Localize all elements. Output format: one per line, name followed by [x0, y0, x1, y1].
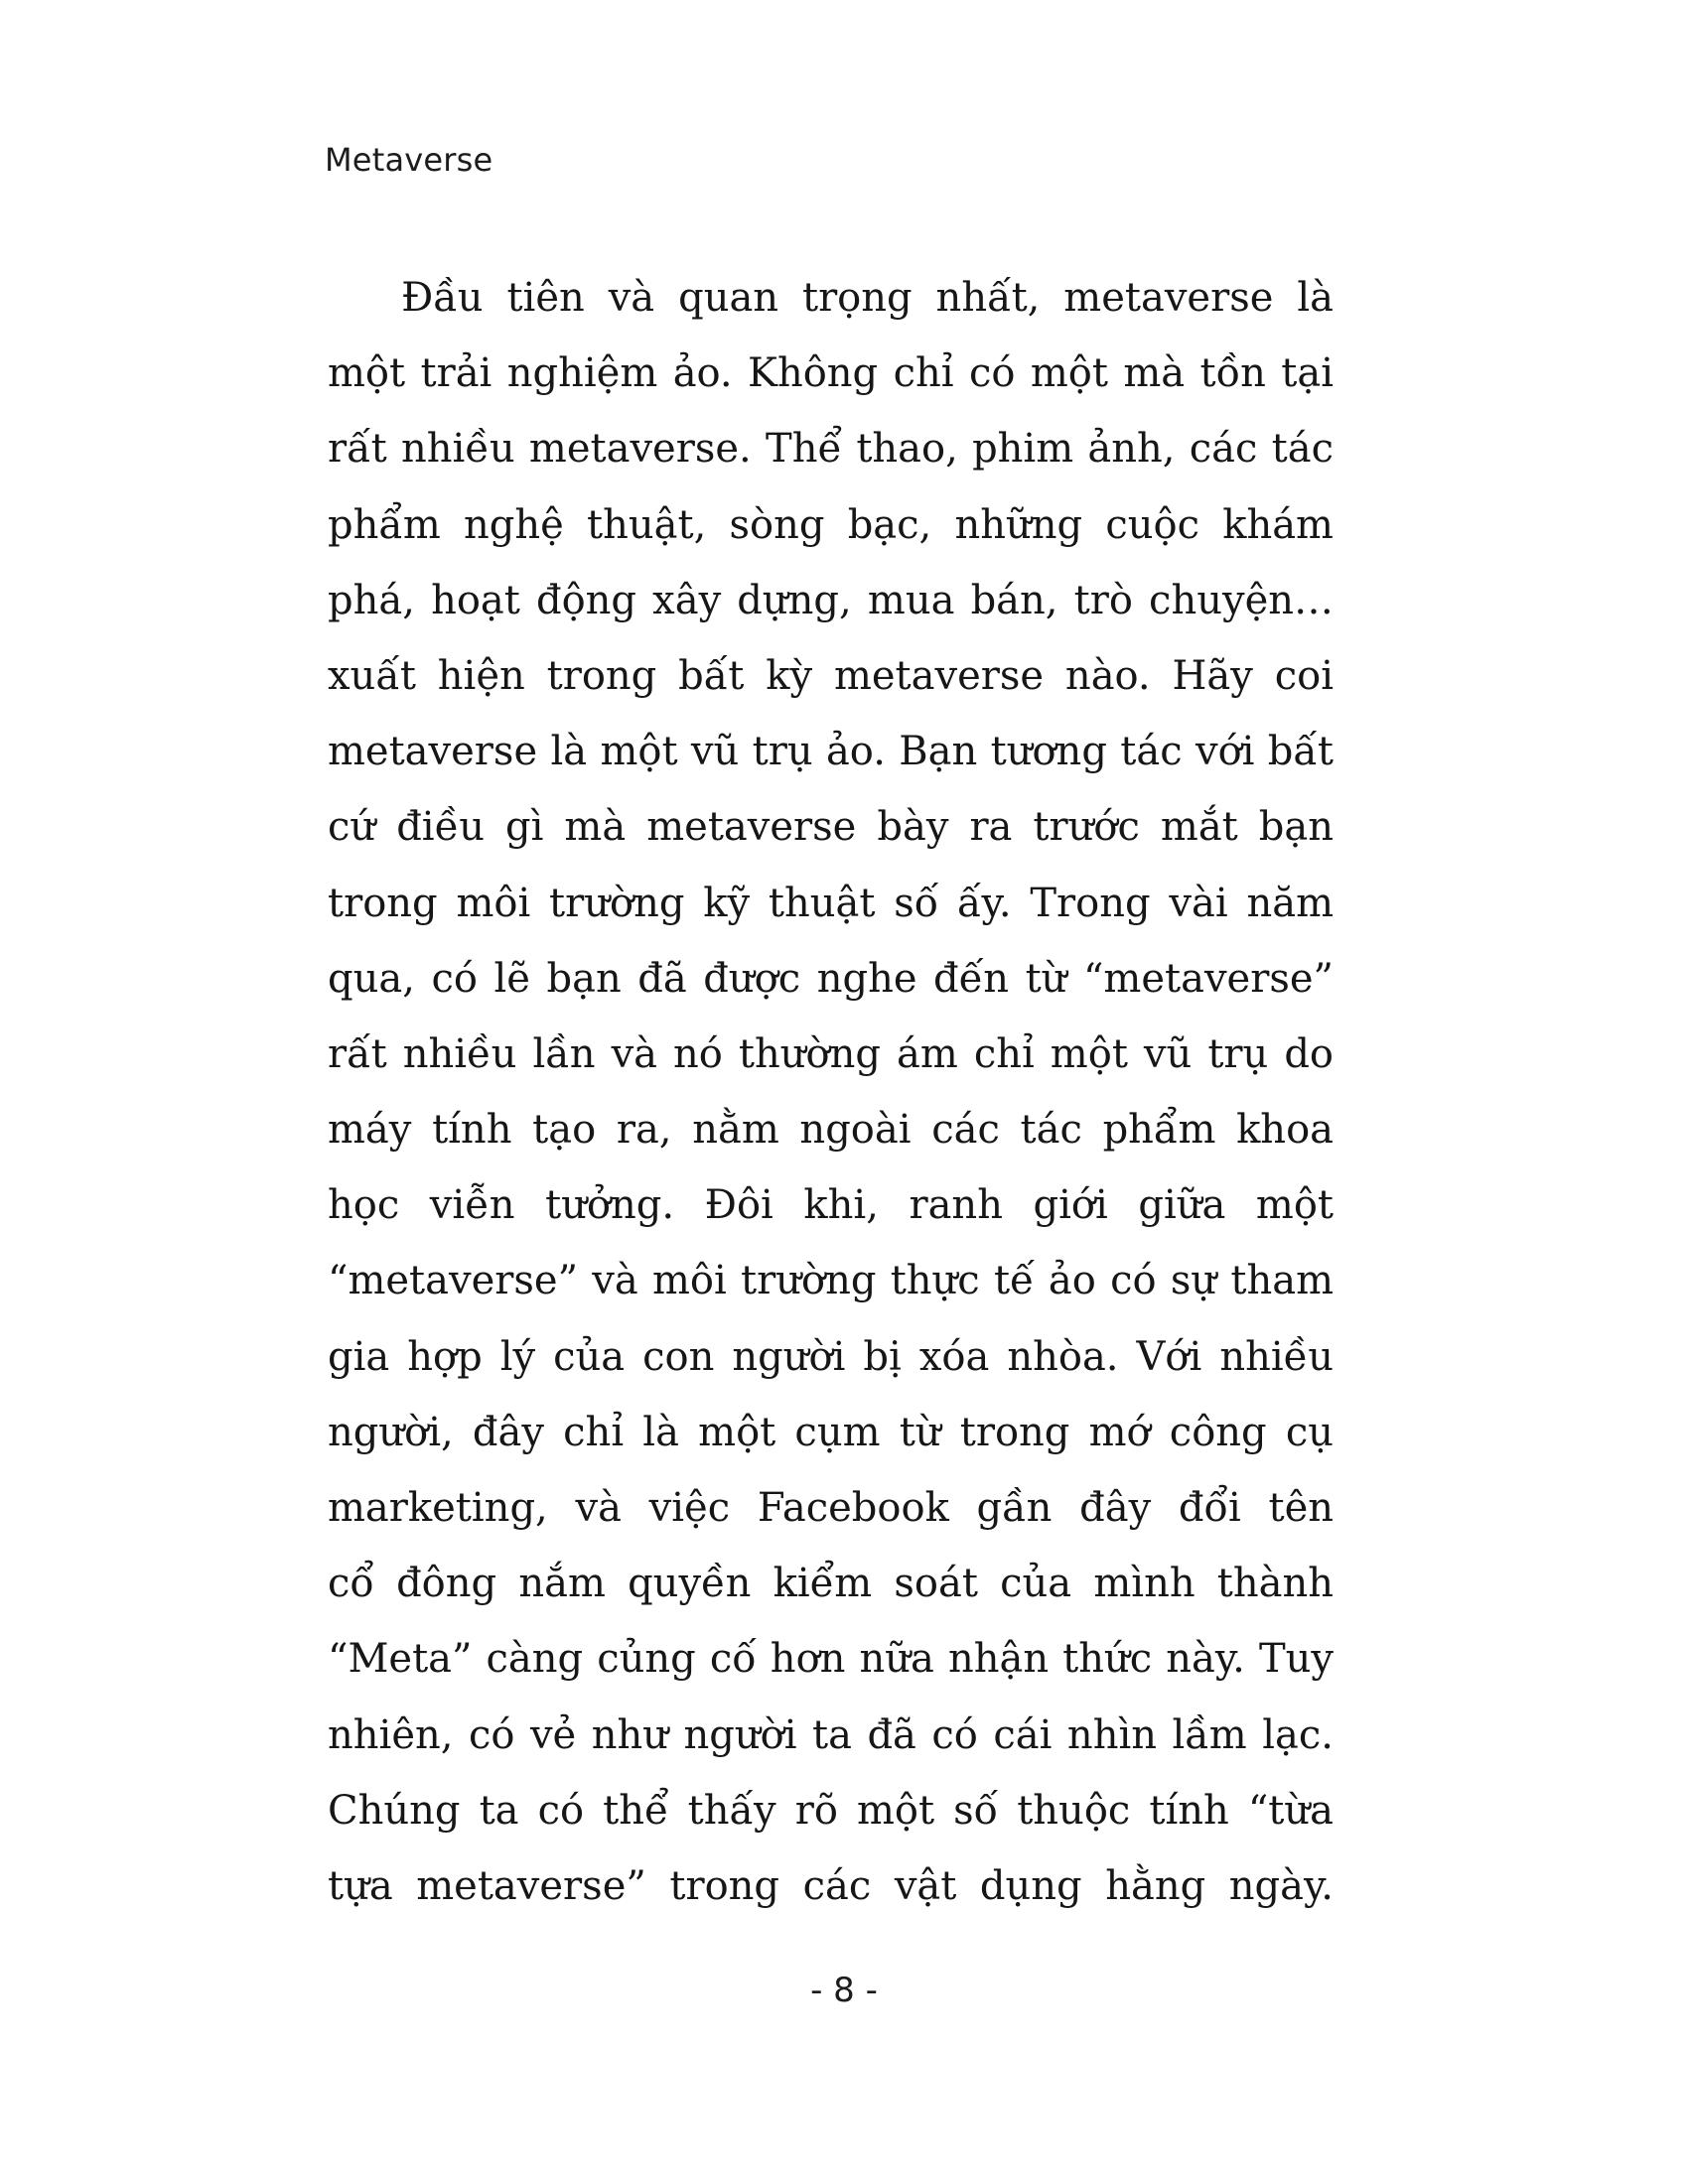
paragraph-line: một trải nghiệm ảo. Không chỉ có một mà tồn tại — [328, 350, 1334, 397]
paragraph-line: phẩm nghệ thuật, sòng bạc, những cuộc khám — [328, 501, 1334, 548]
paragraph-line: cứ điều gì mà metaverse bày ra trước mắt bạn — [328, 804, 1334, 851]
paragraph-line: rất nhiều metaverse. Thể thao, phim ảnh, các tác — [328, 426, 1334, 473]
paragraph-line: tựa metaverse” trong các vật dụng hằng ngày. — [328, 1862, 1334, 1909]
paragraph-line: gia hợp lý của con người bị xóa nhòa. Với nhiều — [328, 1333, 1334, 1380]
paragraph-line: người, đây chỉ là một cụm từ trong mớ công cụ — [328, 1409, 1334, 1455]
running-header: Metaverse — [325, 141, 493, 179]
paragraph-line: xuất hiện trong bất kỳ metaverse nào. Hãy coi — [328, 652, 1334, 699]
paragraph-line: metaverse là một vũ trụ ảo. Bạn tương tác với bất — [328, 729, 1334, 775]
page-number: - 8 - — [810, 1971, 878, 2010]
paragraph-line: Chúng ta có thể thấy rõ một số thuộc tính “từa — [328, 1787, 1334, 1834]
paragraph-line: máy tính tạo ra, nằm ngoài các tác phẩm khoa — [328, 1107, 1334, 1154]
body-paragraph — [328, 260, 1334, 1924]
paragraph-line: rất nhiều lần và nó thường ám chỉ một vũ trụ do — [328, 1030, 1334, 1077]
paragraph-line: “Meta” càng củng cố hơn nữa nhận thức này. Tuy — [328, 1636, 1334, 1683]
paragraph-line: cổ đông nắm quyền kiểm soát của mình thành — [328, 1561, 1334, 1607]
paragraph-line: qua, có lẽ bạn đã được nghe đến từ “metaverse” — [328, 955, 1334, 1002]
paragraph-line: nhiên, có vẻ như người ta đã có cái nhìn lầm lạc. — [328, 1711, 1334, 1758]
paragraph-line: phá, hoạt động xây dựng, mua bán, trò chuyện… — [328, 577, 1334, 623]
paragraph-line: học viễn tưởng. Đôi khi, ranh giới giữa một — [328, 1182, 1334, 1229]
paragraph-line: trong môi trường kỹ thuật số ấy. Trong vài năm — [328, 880, 1334, 926]
paragraph-line: Đầu tiên và quan trọng nhất, metaverse là — [401, 275, 1334, 321]
paragraph-line: marketing, và việc Facebook gần đây đổi tên — [328, 1485, 1334, 1531]
paragraph-line: “metaverse” và môi trường thực tế ảo có sự tham — [328, 1258, 1334, 1304]
